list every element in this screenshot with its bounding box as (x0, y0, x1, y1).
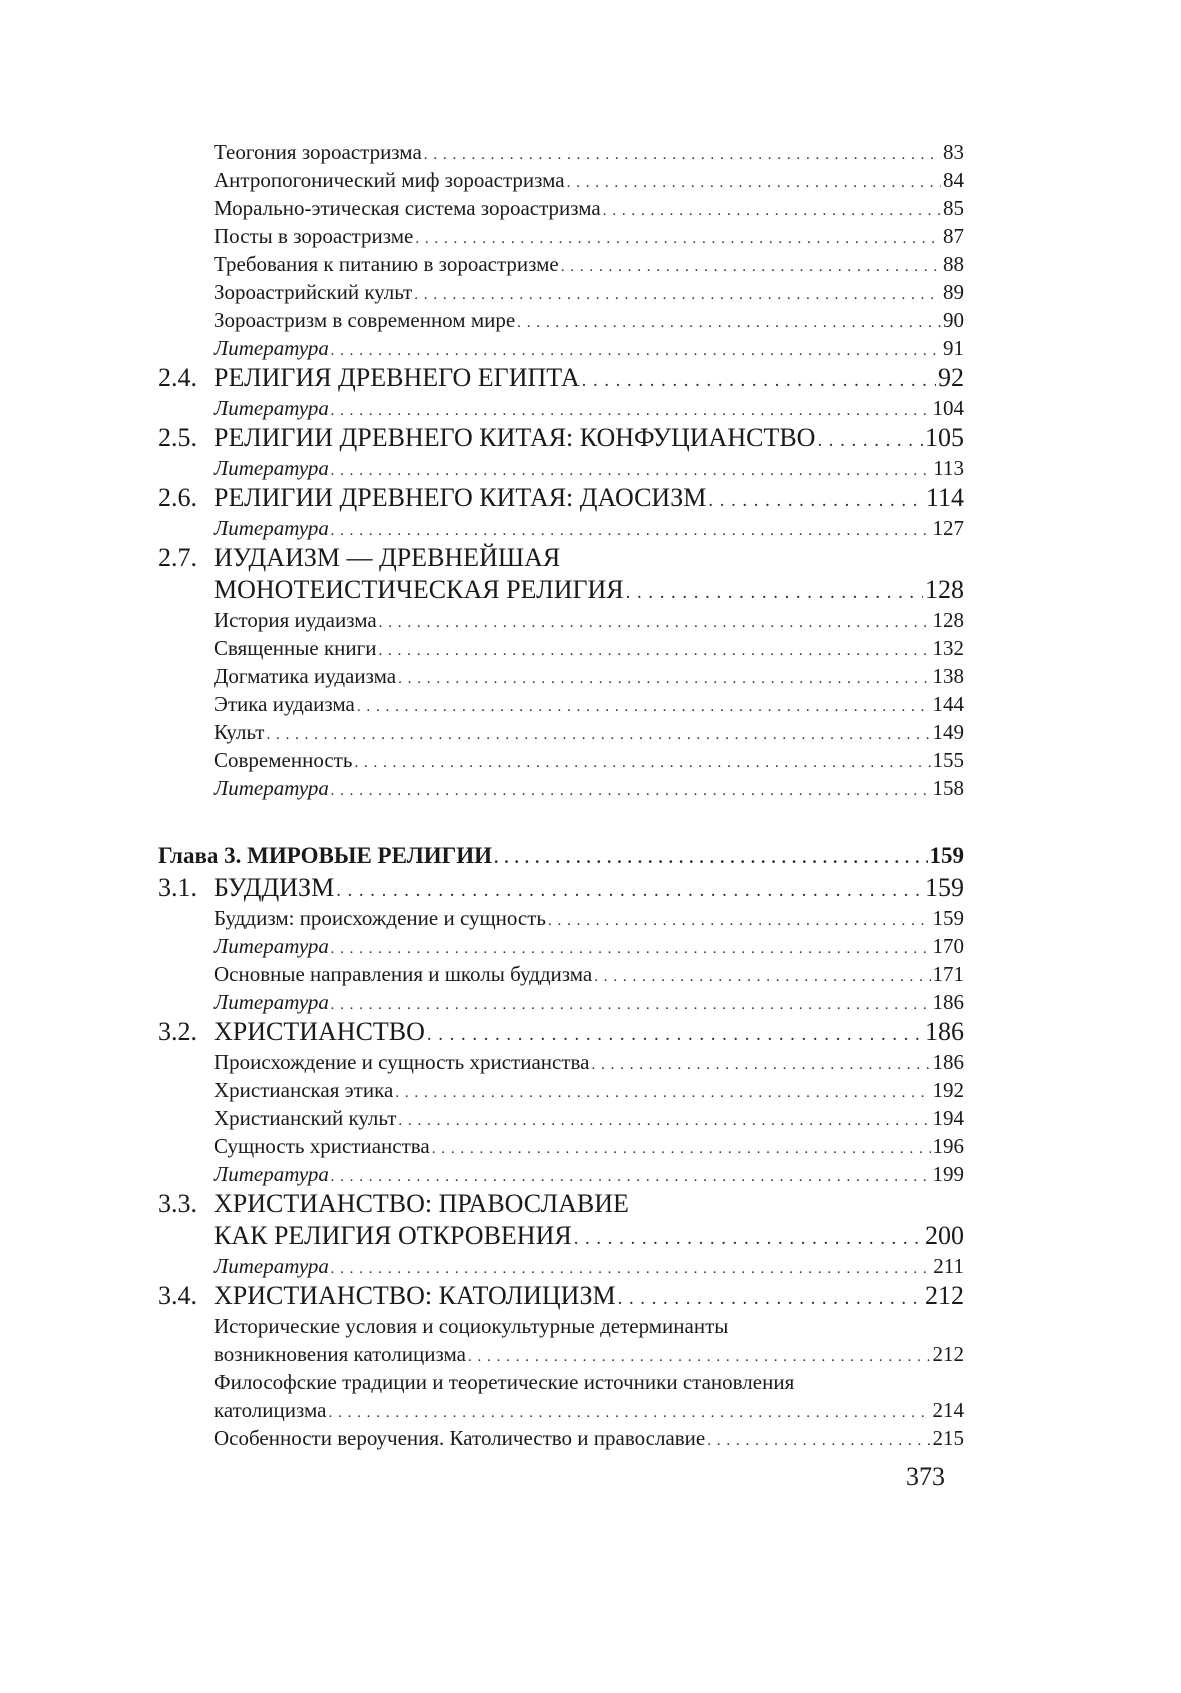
entry-title: Современность (214, 748, 353, 772)
dot-leader (331, 777, 931, 802)
entry-title: Зороастрийский культ (214, 280, 413, 304)
dot-leader (331, 397, 931, 422)
entry-page-number: 171 (932, 962, 964, 986)
toc-subsection[interactable] (158, 1340, 964, 1368)
entry-page-number: 194 (932, 1106, 964, 1130)
entry-page-number: 92 (938, 363, 964, 392)
dot-leader (432, 1135, 931, 1160)
entry-title: Глава 3. МИРОВЫЕ РЕЛИГИИ (158, 843, 493, 868)
dot-leader (331, 517, 931, 542)
toc-subsection[interactable] (158, 278, 964, 306)
entry-page-number: 159 (929, 843, 964, 868)
entry-title: История иудаизма (214, 608, 377, 632)
dot-leader (618, 1283, 923, 1312)
dot-leader (395, 1079, 930, 1104)
toc-subsection[interactable] (158, 606, 964, 634)
entry-title: Христианский культ (214, 1106, 397, 1130)
entry-page-number: 89 (943, 280, 964, 304)
toc-subsection[interactable] (158, 1312, 964, 1340)
section-number: 3.1. (158, 873, 197, 902)
entry-title: КАК РЕЛИГИЯ ОТКРОВЕНИЯ (214, 1221, 572, 1250)
entry-title: ИУДАИЗМ — ДРЕВНЕЙШАЯ (214, 543, 561, 572)
dot-leader (357, 693, 931, 718)
section-number: 3.2. (158, 1017, 197, 1046)
entry-page-number: 211 (933, 1254, 964, 1278)
entry-page-number: 158 (932, 776, 964, 800)
entry-title: РЕЛИГИИ ДРЕВНЕГО КИТАЯ: ДАОСИЗМ (214, 483, 707, 512)
toc-literature[interactable] (158, 1252, 964, 1280)
entry-title: Литература (214, 516, 329, 540)
toc-subsection[interactable] (158, 718, 964, 746)
entry-page-number: 105 (925, 423, 964, 452)
toc-subsection[interactable] (158, 250, 964, 278)
table-of-contents (0, 138, 1181, 1452)
entry-page-number: 84 (943, 168, 964, 192)
entry-page-number: 159 (932, 906, 964, 930)
entry-page-number: 87 (943, 224, 964, 248)
entry-title: БУДДИЗМ (214, 873, 335, 902)
entry-page-number: 127 (932, 516, 964, 540)
entry-page-number: 114 (925, 483, 964, 512)
entry-title: Философские традиции и теоретические источники становления (214, 1370, 795, 1394)
entry-page-number: 91 (943, 336, 964, 360)
page-number: 373 (906, 1462, 945, 1491)
entry-title: Догматика иудаизма (214, 664, 397, 688)
toc-subsection[interactable] (158, 904, 964, 932)
toc-subsection[interactable] (158, 1076, 964, 1104)
toc-section[interactable] (158, 1188, 964, 1220)
toc-section[interactable] (158, 872, 964, 904)
dot-leader (548, 907, 931, 932)
entry-title: Требования к питанию в зороастризме (214, 252, 559, 276)
toc-section[interactable] (158, 1220, 964, 1252)
toc-section[interactable] (158, 1280, 964, 1312)
entry-page-number: 128 (925, 575, 964, 604)
toc-subsection[interactable] (158, 662, 964, 690)
entry-title: МОНОТЕИСТИЧЕСКАЯ РЕЛИГИЯ (214, 575, 624, 604)
entry-title: Христианская этика (214, 1078, 394, 1102)
toc-section[interactable] (158, 482, 964, 514)
entry-title: Особенности вероучения. Католичество и православие (214, 1426, 706, 1450)
dot-leader (468, 1343, 931, 1368)
entry-page-number: 85 (943, 196, 964, 220)
entry-title: Литература (214, 990, 329, 1014)
entry-page-number: 192 (932, 1078, 964, 1102)
toc-subsection[interactable] (158, 306, 964, 334)
entry-title: Зороастризм в современном мире (214, 308, 516, 332)
toc-section[interactable] (158, 574, 964, 606)
entry-title: Буддизм: происхождение и сущность (214, 906, 546, 930)
dot-leader (708, 485, 924, 514)
section-number: 2.7. (158, 543, 197, 572)
entry-page-number: 144 (932, 692, 964, 716)
dot-leader (331, 935, 931, 960)
entry-page-number: 186 (925, 1017, 964, 1046)
toc-subsection[interactable] (158, 222, 964, 250)
entry-title: Посты в зороастризме (214, 224, 414, 248)
toc-subsection[interactable] (158, 634, 964, 662)
dot-leader (331, 1255, 931, 1280)
entry-page-number: 113 (933, 456, 964, 480)
dot-leader (331, 337, 941, 362)
toc-subsection[interactable] (158, 960, 964, 988)
entry-title: Литература (214, 1162, 329, 1186)
dot-leader (427, 1019, 923, 1048)
dot-leader (336, 875, 923, 904)
dot-leader (331, 991, 931, 1016)
dot-leader (567, 169, 941, 194)
entry-title: РЕЛИГИИ ДРЕВНЕГО КИТАЯ: КОНФУЦИАНСТВО (214, 423, 816, 452)
dot-leader (603, 197, 941, 222)
dot-leader (415, 225, 941, 250)
dot-leader (817, 425, 923, 454)
toc-literature[interactable] (158, 932, 964, 960)
entry-title: ХРИСТИАНСТВО (214, 1017, 425, 1046)
dot-leader (517, 309, 941, 334)
dot-leader (591, 1051, 930, 1076)
toc-section[interactable] (158, 362, 964, 394)
toc-subsection[interactable] (158, 690, 964, 718)
entry-page-number: 155 (932, 748, 964, 772)
entry-page-number: 186 (932, 990, 964, 1014)
toc-subsection[interactable] (158, 1396, 964, 1424)
entry-title: католицизма (214, 1398, 327, 1422)
dot-leader (379, 609, 931, 634)
toc-literature[interactable] (158, 1160, 964, 1188)
entry-page-number: 149 (932, 720, 964, 744)
entry-title: Сущность христианства (214, 1134, 430, 1158)
entry-page-number: 214 (932, 1398, 964, 1422)
entry-page-number: 196 (932, 1134, 964, 1158)
entry-page-number: 199 (932, 1162, 964, 1186)
entry-title: ХРИСТИАНСТВО: ПРАВОСЛАВИЕ (214, 1189, 629, 1218)
dot-leader (414, 281, 941, 306)
dot-leader (398, 665, 930, 690)
dot-leader (494, 842, 927, 872)
toc-subsection[interactable] (158, 194, 964, 222)
entry-page-number: 88 (943, 252, 964, 276)
section-number: 3.4. (158, 1281, 197, 1310)
toc-subsection[interactable] (158, 1048, 964, 1076)
dot-leader (707, 1427, 930, 1452)
entry-page-number: 186 (932, 1050, 964, 1074)
toc-subsection[interactable] (158, 1104, 964, 1132)
entry-title: Исторические условия и социокультурные детерминанты (214, 1314, 729, 1338)
toc-literature[interactable] (158, 774, 964, 802)
entry-title: Литература (214, 336, 329, 360)
dot-leader (626, 577, 923, 606)
toc-literature[interactable] (158, 334, 964, 362)
entry-title: Священные книги (214, 636, 377, 660)
entry-title: Антропогонический миф зороастризма (214, 168, 565, 192)
entry-page-number: 90 (943, 308, 964, 332)
toc-subsection[interactable] (158, 166, 964, 194)
toc-subsection[interactable] (158, 746, 964, 774)
entry-title: возникновения католицизма (214, 1342, 466, 1366)
dot-leader (561, 253, 941, 278)
dot-leader (331, 1163, 931, 1188)
dot-leader (331, 457, 931, 482)
entry-title: Происхождение и сущность христианства (214, 1050, 590, 1074)
dot-leader (378, 637, 930, 662)
toc-literature[interactable] (158, 988, 964, 1016)
entry-page-number: 212 (932, 1342, 964, 1366)
dot-leader (424, 141, 941, 166)
section-number: 3.3. (158, 1189, 197, 1218)
toc-subsection[interactable] (158, 138, 964, 166)
section-number: 2.5. (158, 423, 197, 452)
entry-title: Этика иудаизма (214, 692, 355, 716)
dot-leader (398, 1107, 930, 1132)
entry-page-number: 138 (932, 664, 964, 688)
dot-leader (582, 365, 936, 394)
entry-title: Литература (214, 456, 329, 480)
entry-title: Литература (214, 1254, 329, 1278)
entry-page-number: 132 (932, 636, 964, 660)
entry-page-number: 159 (925, 873, 964, 902)
entry-page-number: 212 (925, 1281, 964, 1310)
section-number: 2.6. (158, 483, 197, 512)
entry-title: Основные направления и школы буддизма (214, 962, 593, 986)
entry-page-number: 128 (932, 608, 964, 632)
section-number: 2.4. (158, 363, 197, 392)
toc-subsection[interactable] (158, 1368, 964, 1396)
toc-section[interactable] (158, 422, 964, 454)
entry-title: Теогония зороастризма (214, 140, 422, 164)
entry-title: Культ (214, 720, 265, 744)
entry-title: Литература (214, 934, 329, 958)
toc-literature[interactable] (158, 394, 964, 422)
dot-leader (594, 963, 930, 988)
entry-page-number: 83 (943, 140, 964, 164)
entry-page-number: 215 (932, 1426, 964, 1450)
dot-leader (328, 1399, 930, 1424)
entry-title: Морально-этическая система зороастризма (214, 196, 601, 220)
entry-title: Литература (214, 396, 329, 420)
entry-title: РЕЛИГИЯ ДРЕВНЕГО ЕГИПТА (214, 363, 580, 392)
entry-page-number: 104 (932, 396, 964, 420)
toc-chapter[interactable] (158, 840, 964, 872)
entry-page-number: 200 (925, 1221, 964, 1250)
entry-title: ХРИСТИАНСТВО: КАТОЛИЦИЗМ (214, 1281, 616, 1310)
toc-literature[interactable] (158, 454, 964, 482)
dot-leader (266, 721, 930, 746)
entry-title: Литература (214, 776, 329, 800)
dot-leader (574, 1223, 923, 1252)
toc-literature[interactable] (158, 514, 964, 542)
dot-leader (354, 749, 930, 774)
toc-section[interactable] (158, 1016, 964, 1048)
toc-subsection[interactable] (158, 1424, 964, 1452)
entry-page-number: 170 (932, 934, 964, 958)
toc-section[interactable] (158, 542, 964, 574)
toc-subsection[interactable] (158, 1132, 964, 1160)
